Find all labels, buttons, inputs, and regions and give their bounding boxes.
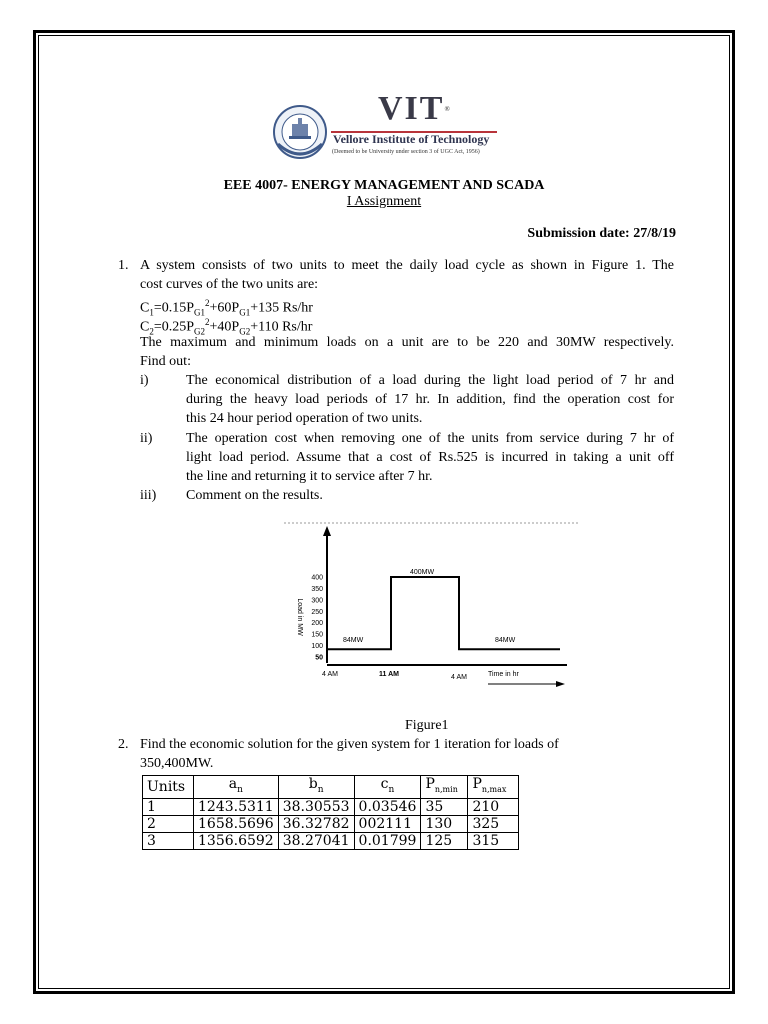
table-cell: 315	[468, 832, 519, 849]
table-cell: 0.03546	[354, 798, 421, 815]
table-cell: 35	[421, 798, 468, 815]
y-tick-label: 300	[311, 597, 323, 605]
q1-item-label: ii)	[140, 431, 153, 446]
cost-curve-c2: $C_2=0.25P_{G2}^2+40P_{G2}+110$ Rs/hr	[140, 317, 313, 337]
table-cell: 38.27041	[278, 832, 354, 849]
figure-caption: Figure1	[405, 718, 449, 733]
q2-line1: Find the economic solution for the given system for 1 iteration for loads of	[140, 737, 559, 752]
submission-date: Submission date: 27/8/19	[527, 226, 676, 241]
course-title: EEE 4007- ENERGY MANAGEMENT AND SCADA	[223, 178, 545, 193]
table-cell: 3	[143, 832, 194, 849]
annotation-label: 400MW	[410, 569, 435, 576]
cost-curve-c1: $C_1=0.15P_{G1}^2+60P_{G1}+135$ Rs/hr	[140, 298, 313, 318]
x-axis-label: Time in hr	[488, 671, 519, 678]
table-cell: 38.30553	[278, 798, 354, 815]
table-header-cell: $b_n$	[278, 776, 354, 799]
q1-line5: The maximum and minimum loads on a unit are to be 220 and 30MW respectively.	[140, 335, 674, 350]
q1-line2: cost curves of the two units are:	[140, 277, 319, 292]
table-header-cell: $c_n$	[354, 776, 421, 799]
q1-item-label: iii)	[140, 488, 157, 503]
table-cell: 002111	[354, 815, 421, 832]
q2-number: 2.	[118, 737, 129, 752]
q1-item-label: i)	[140, 373, 149, 388]
table-header-cell: $P_{n,max}$	[468, 776, 519, 799]
table-cell: 0.01799	[354, 832, 421, 849]
institute-name: Vellore Institute of Technology	[333, 132, 490, 146]
table-cell: 1658.5696	[194, 815, 279, 832]
table-header-cell: $P_{n,min}$	[421, 776, 468, 799]
units-table	[142, 775, 519, 850]
table-cell: 36.32782	[278, 815, 354, 832]
table-cell: 1356.6592	[194, 832, 279, 849]
x-axis-label-arrow-head	[556, 681, 565, 687]
table-cell: 325	[468, 815, 519, 832]
y-tick-label: 50	[315, 654, 323, 662]
y-tick-label: 100	[311, 643, 323, 651]
table-row	[143, 832, 519, 849]
q2-line2: 350,400MW.	[140, 756, 214, 771]
q1-item-text: this 24 hour period operation of two units.	[186, 411, 423, 426]
annotation-label: 84MW	[495, 637, 516, 644]
table-cell: 1243.5311	[194, 798, 279, 815]
table-header-row	[143, 776, 519, 799]
table-row	[143, 798, 519, 815]
table-header-cell: Units	[143, 776, 194, 799]
q1-item-text: Comment on the results.	[186, 488, 323, 503]
assignment-title: I Assignment	[346, 194, 422, 209]
table-cell: 210	[468, 798, 519, 815]
q1-number: 1.	[118, 258, 129, 273]
y-tick-label: 200	[311, 620, 323, 628]
y-tick-label: 400	[311, 574, 323, 582]
table-row	[143, 815, 519, 832]
q1-item-text: The economical distribution of a load during the light load period of 7 hr and	[186, 373, 674, 388]
table-cell: 130	[421, 815, 468, 832]
q1-line1: A system consists of two units to meet the daily load cycle as shown in Figure 1. The	[140, 258, 674, 273]
q1-item-text: light load period. Assume that a cost of Rs.525 is incurred in taking a unit off	[186, 450, 674, 465]
x-tick-label: 4 AM	[322, 671, 338, 678]
q1-line6: Find out:	[140, 354, 191, 369]
table-header-cell: $a_n$	[194, 776, 279, 799]
q1-item-text: The operation cost when removing one of the units from service during 7 hr of	[186, 431, 674, 446]
vit-logo-text: VIT®	[378, 90, 452, 127]
y-axis-arrow	[323, 526, 331, 536]
y-tick-label: 350	[311, 585, 323, 593]
x-tick-label: 11 AM	[379, 671, 399, 678]
institute-subtitle: (Deemed to be University under section 3 of UGC Act, 1956)	[332, 149, 480, 155]
q1-item-text: the line and returning it to service after 7 hr.	[186, 469, 433, 484]
table-cell: 1	[143, 798, 194, 815]
q1-item-text: during the heavy load periods of 17 hr. In addition, find the operation cost for	[186, 392, 674, 407]
y-axis-label: Load in MW	[296, 598, 303, 636]
annotation-label: 84MW	[343, 637, 364, 644]
table-cell: 2	[143, 815, 194, 832]
x-tick-label: 4 AM	[451, 674, 467, 681]
table-cell: 125	[421, 832, 468, 849]
y-tick-label: 150	[311, 631, 323, 639]
y-tick-label: 250	[311, 608, 323, 616]
